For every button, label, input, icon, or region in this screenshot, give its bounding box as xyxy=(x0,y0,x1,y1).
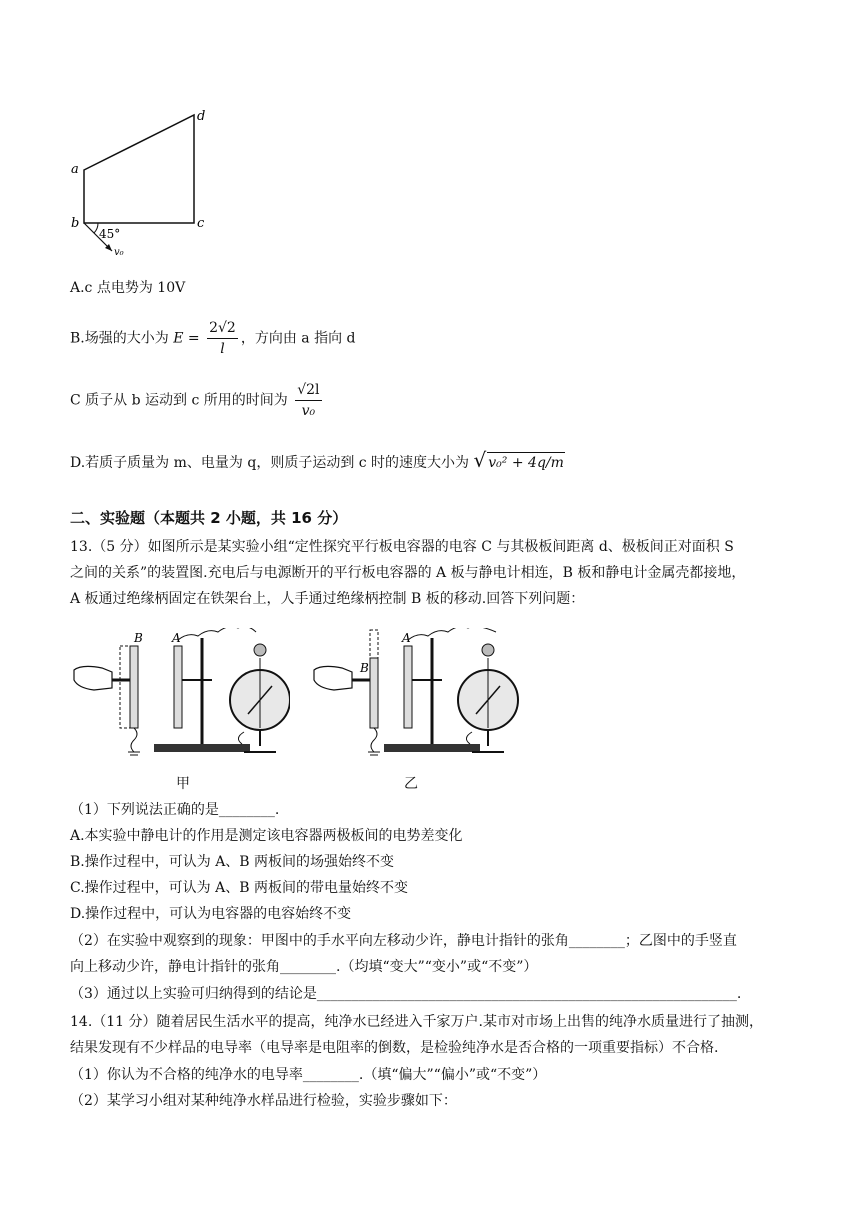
q14-sub1: （1）你认为不合格的纯净水的电导率________.（填“偏大”“偏小”或“不变”） xyxy=(70,1067,547,1083)
option-c-text: C 质子从 b 运动到 c 所用的时间为 xyxy=(70,392,288,409)
option-c-fraction xyxy=(295,380,321,421)
label-a: a xyxy=(71,162,79,177)
label-v0: v₀ xyxy=(114,247,124,258)
q13-line1: 13.（5 分）如图所示是某实验小组“定性探究平行板电容器的电容 C 与其极板间距离 d、极板间正对面积 S xyxy=(70,539,734,555)
option-d xyxy=(70,450,565,473)
apparatus-figure-jia xyxy=(72,628,290,758)
q14-line1: 14.（11 分）随着居民生活水平的提高，纯净水已经进入千家万户.某市对市场上出售的纯净水质量进行了抽测， xyxy=(70,1014,763,1030)
plate-a-label: A xyxy=(172,631,181,645)
q13-option-b: B.操作过程中，可认为 A、B 两板间的场强始终不变 xyxy=(70,854,395,870)
option-c-numerator: √2l xyxy=(295,380,321,401)
q13-line2: 之间的关系”的装置图.充电后与电源断开的平行板电容器的 A 板与静电计相连，B 板和静电计金属壳都接地， xyxy=(70,565,746,581)
q13-sub3: （3）通过以上实验可归纳得到的结论是____________________________________________________________. xyxy=(70,986,742,1002)
option-b: B.场强的大小为 E = $\frac{2√2}{l}$ ，方向由 a 指向 d xyxy=(70,320,356,357)
section-title: 二、实验题（本题共 2 小题，共 16 分） xyxy=(70,509,348,527)
q13-line3: A 板通过绝缘柄固定在铁架台上，人手通过绝缘柄控制 B 板的移动.回答下列问题： xyxy=(70,591,585,607)
option-b-direction: ，方向由 a 指向 d xyxy=(240,330,356,347)
option-b-denominator: l xyxy=(220,341,225,357)
q14-line2: 结果发现有不少样品的电导率（电导率是电阻率的倒数，是检验纯净水是否合格的一项重要指标）不合格. xyxy=(70,1040,719,1056)
plate-a-label-yi: A xyxy=(402,631,411,645)
option-c-denominator: v₀ xyxy=(301,403,316,419)
plate-b-label: B xyxy=(134,631,143,645)
option-b-numerator: 2√2 xyxy=(207,318,238,339)
figure-label-jia: 甲 xyxy=(176,776,190,792)
option-b-text: B.场强的大小为 xyxy=(70,330,174,347)
q13-sub2-line2: 向上移动少许，静电计指针的张角________.（均填“变大”“变小”或“不变”） xyxy=(70,959,538,975)
option-d-expression: v₀² + 4q/m xyxy=(487,452,565,473)
label-c: c xyxy=(197,216,205,231)
plate-b-label-yi: B xyxy=(360,661,369,675)
option-a: A.c 点电势为 10V xyxy=(70,280,186,296)
label-b: b xyxy=(71,216,80,231)
label-angle: 45° xyxy=(99,227,121,241)
radical-sign: √ xyxy=(473,448,487,472)
trapezoid-figure xyxy=(62,100,222,260)
q13-sub2-line1: （2）在实验中观察到的现象：甲图中的手水平向左移动少许，静电计指针的张角________；乙图中的手竖直 xyxy=(70,933,737,949)
option-c xyxy=(70,380,325,421)
e-symbol: E xyxy=(173,330,184,347)
q13-sub1: （1）下列说法正确的是________. xyxy=(70,802,280,818)
label-d: d xyxy=(197,109,206,124)
option-d-text: D.若质子质量为 m、电量为 q，则质子运动到 c 时的速度大小为 xyxy=(70,455,470,471)
q13-option-a: A.本实验中静电计的作用是测定该电容器两极板间的电势差变化 xyxy=(70,828,463,844)
option-b-fraction xyxy=(207,318,238,359)
q14-sub2: （2）某学习小组对某种纯净水样品进行检验，实验步骤如下： xyxy=(70,1093,457,1109)
q13-option-d: D.操作过程中，可认为电容器的电容始终不变 xyxy=(70,906,352,922)
figure-label-yi: 乙 xyxy=(404,776,418,792)
apparatus-figure-yi xyxy=(312,628,530,758)
q13-option-c: C.操作过程中，可认为 A、B 两板间的带电量始终不变 xyxy=(70,880,408,896)
